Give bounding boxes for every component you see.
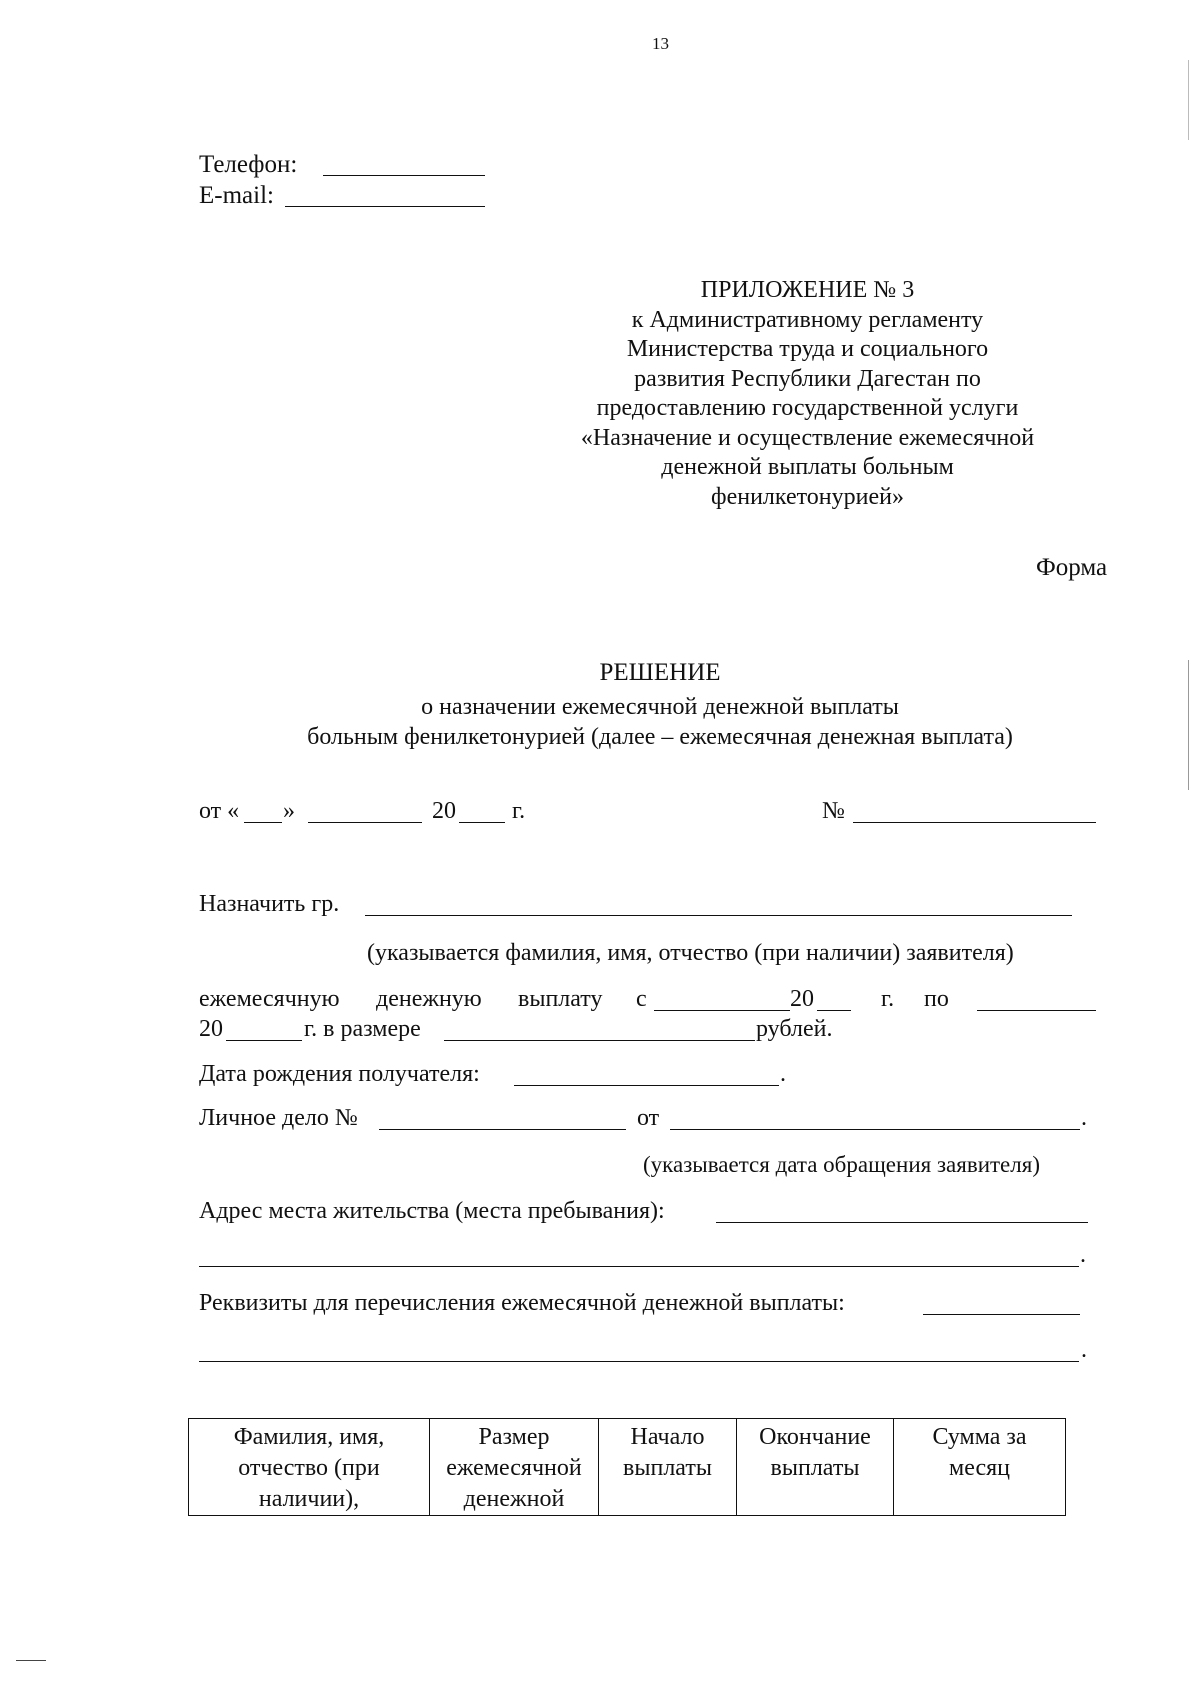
table-header-cell <box>189 1419 430 1516</box>
header-text: Сумма за <box>932 1424 1027 1450</box>
personal-file-date-field[interactable] <box>670 1129 1080 1130</box>
address-field[interactable] <box>716 1222 1088 1223</box>
address-end: . <box>1080 1242 1086 1268</box>
payment-start-year-field[interactable] <box>817 1010 851 1011</box>
decision-title: РЕШЕНИЕ <box>599 659 721 686</box>
table-header-cell <box>737 1419 894 1516</box>
assign-hint: (указывается фамилия, имя, отчество (при наличии) заявителя) <box>367 940 1014 966</box>
requisites-label: Реквизиты для перечисления ежемесячной денежной выплаты: <box>199 1290 845 1316</box>
payment-end-year-field[interactable] <box>226 1040 302 1041</box>
header-text: месяц <box>949 1455 1010 1481</box>
appendix-block <box>540 276 1075 512</box>
birth-date-label: Дата рождения получателя: <box>199 1061 480 1087</box>
personal-file-from: от <box>637 1105 660 1131</box>
email-label: E-mail: <box>199 182 274 209</box>
table-header-cell <box>430 1419 599 1516</box>
email-field[interactable] <box>285 206 485 207</box>
year-prefix: 20 <box>432 798 456 824</box>
payments-table <box>188 1418 1066 1516</box>
month-field[interactable] <box>308 822 422 823</box>
requisites-field[interactable] <box>923 1314 1080 1315</box>
phone-label: Телефон: <box>199 151 298 178</box>
appendix-line: ПРИЛОЖЕНИЕ № 3 <box>700 277 915 303</box>
address-field-line-2[interactable] <box>199 1266 1079 1267</box>
payment-amount-field[interactable] <box>444 1040 755 1041</box>
header-text: выплаты <box>770 1455 860 1481</box>
scan-edge-mark <box>1188 660 1189 790</box>
decision-subtitle: больным фенилкетонурией (далее – ежемесячная денежная выплата) <box>307 724 1013 750</box>
payment-word: с <box>636 986 647 1012</box>
year-field[interactable] <box>459 822 505 823</box>
payment-year-suffix: г. <box>881 986 895 1012</box>
phone-field[interactable] <box>323 175 485 176</box>
appendix-line: к Административному регламенту <box>631 306 984 333</box>
date-quote: » <box>283 798 295 824</box>
payment-word: выплату <box>518 986 603 1012</box>
day-field[interactable] <box>244 822 282 823</box>
header-text: наличии), <box>258 1486 360 1512</box>
date-from-label: от « <box>199 798 240 824</box>
payment-word: по <box>924 986 949 1012</box>
year-suffix: г. <box>512 798 526 824</box>
personal-file-label: Личное дело № <box>199 1105 358 1131</box>
header-text: Фамилия, имя, <box>233 1424 385 1450</box>
header-text: Начало <box>630 1424 705 1450</box>
header-text: отчество (при <box>238 1455 380 1481</box>
appendix-line: фенилкетонурией» <box>711 483 904 510</box>
payment-year-prefix: 20 <box>790 986 814 1012</box>
appendix-line: Министерства труда и социального <box>626 336 989 362</box>
header-text: Окончание <box>759 1424 871 1450</box>
payment-end-year-prefix: 20 <box>199 1016 223 1042</box>
appendix-line: развития Республики Дагестан по <box>634 365 981 392</box>
address-label: Адрес места жительства (места пребывания): <box>199 1198 665 1224</box>
payment-word: ежемесячную <box>199 986 340 1012</box>
appendix-line: денежной выплаты больным <box>661 454 954 480</box>
page-number: 13 <box>652 34 669 53</box>
payment-start-field[interactable] <box>654 1010 790 1011</box>
requisites-end: . <box>1081 1337 1087 1363</box>
personal-file-number-field[interactable] <box>379 1129 626 1130</box>
requisites-field-line-2[interactable] <box>199 1361 1079 1362</box>
decision-subtitle: о назначении ежемесячной денежной выплаты <box>421 694 899 720</box>
birth-date-field[interactable] <box>514 1085 779 1086</box>
table-header-row <box>189 1419 1066 1516</box>
payment-amount-label: г. в размере <box>304 1016 421 1042</box>
form-label: Форма <box>1036 554 1108 581</box>
assign-label: Назначить гр. <box>199 891 340 917</box>
rubles-label: рублей. <box>756 1016 833 1042</box>
appendix-line: предоставлению государственной услуги <box>596 395 1019 421</box>
header-text: ежемесячной <box>446 1455 582 1481</box>
header-text: Размер <box>478 1424 550 1450</box>
table-header-cell <box>894 1419 1066 1516</box>
payment-end-field[interactable] <box>977 1010 1096 1011</box>
scan-corner-mark <box>16 1660 46 1661</box>
assign-name-field[interactable] <box>365 915 1072 916</box>
birth-date-end: . <box>780 1061 786 1087</box>
header-text: денежной <box>463 1486 565 1512</box>
payment-word: денежную <box>376 986 482 1012</box>
personal-file-hint: (указывается дата обращения заявителя) <box>643 1152 1040 1177</box>
number-field[interactable] <box>853 822 1096 823</box>
table-header-cell <box>599 1419 737 1516</box>
scan-edge-mark <box>1188 60 1189 140</box>
appendix-line: «Назначение и осуществление ежемесячной <box>580 424 1035 451</box>
personal-file-end: . <box>1081 1105 1087 1131</box>
header-text: выплаты <box>623 1455 712 1481</box>
number-label: № <box>822 798 845 824</box>
